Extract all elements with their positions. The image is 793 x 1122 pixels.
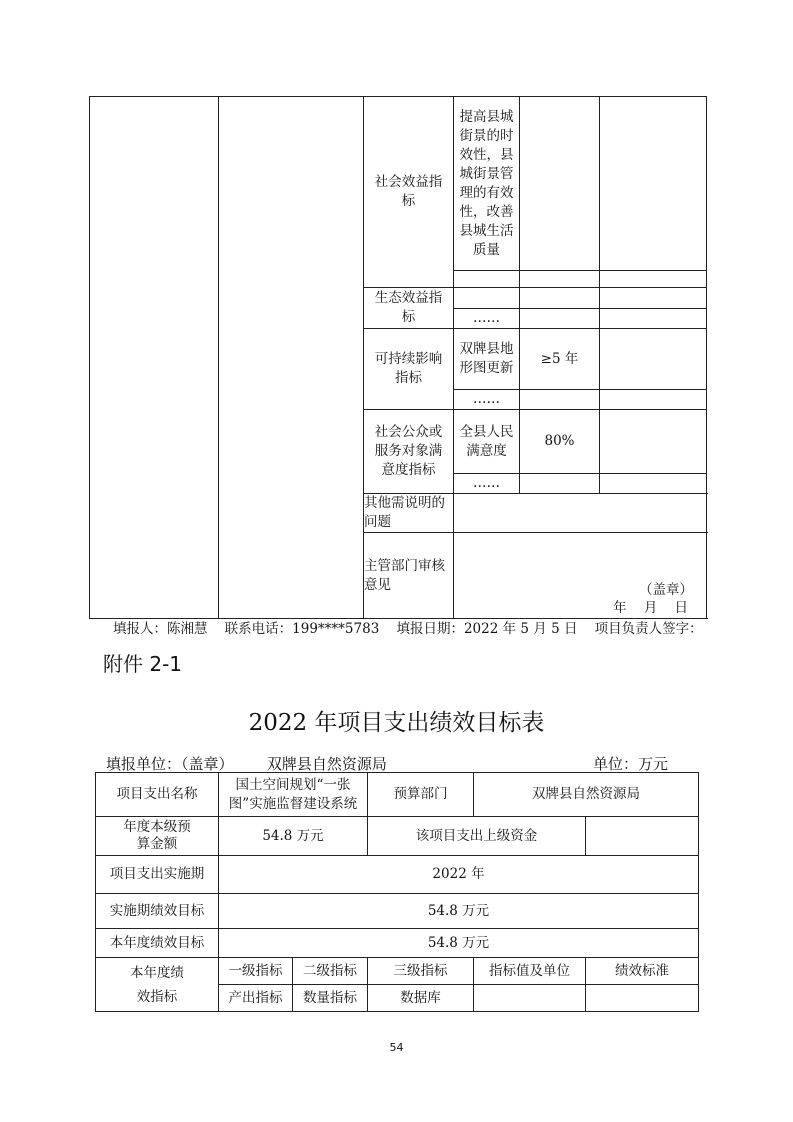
budget-dept-label: 预算部门 <box>368 773 474 817</box>
col-level1: 一级指标 <box>219 958 293 985</box>
other-issues-label: 其他需说明的问题 <box>364 494 454 533</box>
eco-placeholder: …… <box>454 309 520 329</box>
blank-cell <box>520 288 600 309</box>
blank-cell <box>520 271 600 288</box>
project-name: 国土空间规划“一张图”实施监督建设系统 <box>219 773 368 817</box>
annual-indicator-label: 本年度绩效指标 <box>96 958 219 1012</box>
form-title: 2022 年项目支出绩效目标表 <box>248 710 545 736</box>
period-value: 2022 年 <box>219 856 699 894</box>
annual-budget: 54.8 万元 <box>219 817 368 856</box>
blank-cell <box>520 309 600 329</box>
blank-cell <box>600 329 707 390</box>
continued-indicator-table <box>89 96 707 619</box>
review-date: 年 月 日 <box>613 600 688 616</box>
blank-cell <box>600 309 707 329</box>
period-target-value: 54.8 万元 <box>219 894 699 929</box>
other-issues-value <box>454 494 707 533</box>
blank-cell <box>454 271 520 288</box>
row-level1: 产出指标 <box>219 985 293 1012</box>
blank-cell <box>474 985 586 1012</box>
unit-line-right: 单位：万元 <box>593 755 669 773</box>
blank-cell <box>586 985 699 1012</box>
budget-dept: 双牌县自然资源局 <box>474 773 699 817</box>
annex-label: 附件 2-1 <box>103 652 183 676</box>
row-level3: 数据库 <box>368 985 474 1012</box>
blank-cell <box>520 390 600 410</box>
annual-budget-label: 年度本级预算金额 <box>96 817 219 856</box>
blank-cell <box>90 97 219 619</box>
annual-target-value: 54.8 万元 <box>219 929 699 958</box>
period-label: 项目支出实施期 <box>96 856 219 894</box>
row-level2: 数量指标 <box>293 985 368 1012</box>
blank-cell <box>600 474 707 494</box>
review-label: 主管部门审核意见 <box>364 533 454 619</box>
unit-line-left: 填报单位：（盖章） 双牌县自然资源局 <box>106 755 387 773</box>
col-level3: 三级指标 <box>368 958 474 985</box>
filler-footer-line: 填报人：陈湘慧 联系电话：199****5783 填报日期：2022 年 5 月 5 日 项目负责人签字： <box>113 621 703 637</box>
superior-funds-label: 该项目支出上级资金 <box>368 817 586 856</box>
eco-benefit-label: 生态效益指标 <box>364 288 454 329</box>
blank-cell <box>600 390 707 410</box>
sustain-value: ≥5 年 <box>520 329 600 390</box>
satisfaction-label: 社会公众或服务对象满意度指标 <box>364 410 454 494</box>
sustain-indicator: 双牌县地形图更新 <box>454 329 520 390</box>
satisfaction-indicator: 全县人民满意度 <box>454 410 520 474</box>
col-standard: 绩效标准 <box>586 958 699 985</box>
blank-cell <box>520 474 600 494</box>
annual-target-label: 本年度绩效目标 <box>96 929 219 958</box>
blank-cell <box>600 97 707 271</box>
satisfaction-value: 80% <box>520 410 600 474</box>
social-benefit-indicator: 提高县城街景的时效性，县城街景管理的有效性，改善县城生活质量 <box>454 97 520 271</box>
performance-target-table <box>95 772 699 1012</box>
col-value: 指标值及单位 <box>474 958 586 985</box>
review-value <box>454 533 707 619</box>
blank-cell <box>219 97 364 619</box>
period-target-label: 实施期绩效目标 <box>96 894 219 929</box>
blank-cell <box>600 271 707 288</box>
superior-funds-value <box>586 817 699 856</box>
page-number: 54 <box>389 1041 404 1054</box>
social-benefit-label: 社会效益指标 <box>364 97 454 288</box>
project-name-label: 项目支出名称 <box>96 773 219 817</box>
satisfaction-placeholder: …… <box>454 474 520 494</box>
col-level2: 二级指标 <box>293 958 368 985</box>
sustain-placeholder: …… <box>454 390 520 410</box>
blank-cell <box>600 410 707 474</box>
blank-cell <box>600 288 707 309</box>
blank-cell <box>520 97 600 271</box>
seal-text: （盖章） <box>639 582 693 598</box>
sustain-label: 可持续影响指标 <box>364 329 454 410</box>
blank-cell <box>454 288 520 309</box>
